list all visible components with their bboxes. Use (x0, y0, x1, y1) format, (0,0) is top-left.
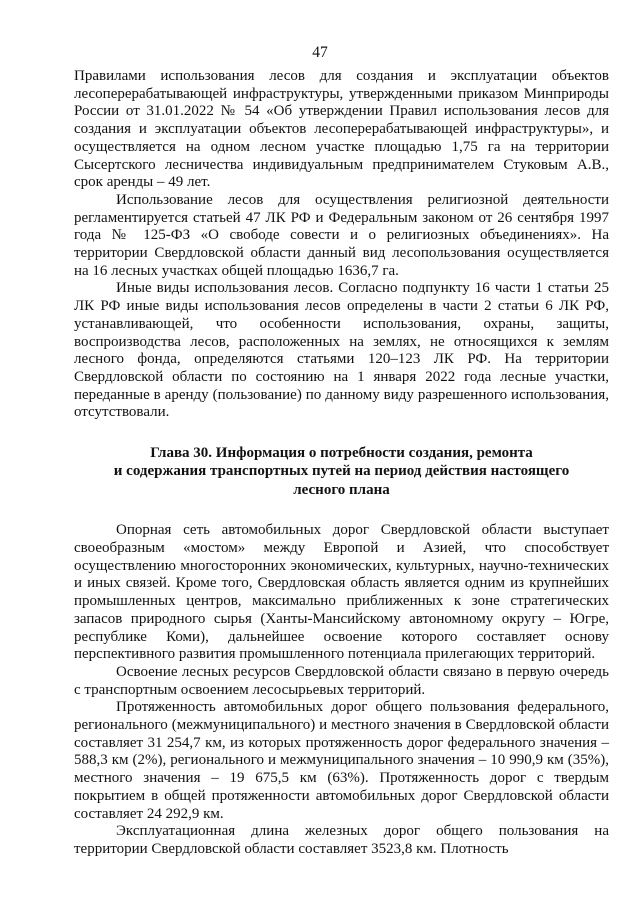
paragraph-forest-resource-development: Освоение лесных ресурсов Свердловской области связано в первую очередь с транспортным освоением лесосырьевых территорий. (74, 663, 609, 698)
page-body (74, 68, 609, 859)
paragraph-religious-activity: Использование лесов для осуществления религиозной деятельности регламентируется статьей 47 ЛК РФ и Федеральным законом от 26 сентября 1997 года № 125-ФЗ «О свободе совести и о религиозных объединениях». На территории Свердловской области данный вид лесопользования осуществляется на 16 лесных участках общей площадью 1636,7 га. (74, 191, 609, 279)
paragraph-road-network: Опорная сеть автомобильных дорог Свердловской области выступает своеобразным «мостом» между Европой и Азией, что способствует осуществлению многосторонних экономических, культурных, научно-технических и иных связей. Кроме того, Свердловская область является одним из крупнейших промышленных центров, максимально приближенных к зоне стратегических запасов природного сырья (Ханты-Мансийскому автономному округу – Югре, республике Коми), дальнейшее освоение которого составляет основу перспективного развития промышленного потенциала прилегающих территорий. (74, 522, 609, 663)
chapter-heading-line-1: Глава 30. Информация о потребности создания, ремонта (150, 445, 533, 462)
paragraph-railway-length: Эксплуатационная длина железных дорог общего пользования на территории Свердловской области составляет 3523,8 км. Плотность (74, 823, 609, 857)
paragraph-forest-infrastructure-rules: Правилами использования лесов для создания и эксплуатации объектов лесоперерабатывающей инфраструктуры, утвержденными приказом Минприроды России от 31.01.2022 № 54 «Об утверждении Правил использования лесов для создания и эксплуатации объектов лесоперерабатывающей инфраструктуры», и осуществляется на одном лесном участке площадью 1,75 га на территории Сысертского лесничества индивидуальным предпринимателем Стуковым А.В., срок аренды – 49 лет. (74, 68, 609, 191)
chapter-heading-line-3: лесного плана (293, 481, 390, 498)
paragraph-other-forest-uses: Иные виды использования лесов. Согласно подпункту 16 части 1 статьи 25 ЛК РФ иные виды использования лесов определены в части 2 статьи 6 ЛК РФ, устанавливающей, что особенности использования, охраны, защиты, воспроизводства лесов, расположенных на землях, не относящихся к землям лесного фонда, определяются статьями 120–123 ЛК РФ. На территории Свердловской области по состоянию на 1 января 2022 года лесные участки, переданные в аренду (пользование) по данному виду разрешенного использования, отсутствовали. (74, 280, 609, 421)
chapter-heading (74, 444, 609, 499)
page-number: 47 (312, 44, 328, 61)
paragraph-road-lengths: Протяженность автомобильных дорог общего пользования федерального, регионального (межмуниципального) и местного значения в Свердловской области составляет 31 254,7 км, из которых протяженность дорог федерального значения – 588,3 км (2%), регионального и межмуниципального значения – 10 990,9 км (35%), местного значения – 19 675,5 км (63%). Протяженность дорог с твердым покрытием в общей протяженности автомобильных дорог Свердловской области составляет 24 292,9 км. (74, 699, 609, 822)
chapter-heading-line-2: и содержания транспортных путей на период действия настоящего (113, 463, 570, 480)
